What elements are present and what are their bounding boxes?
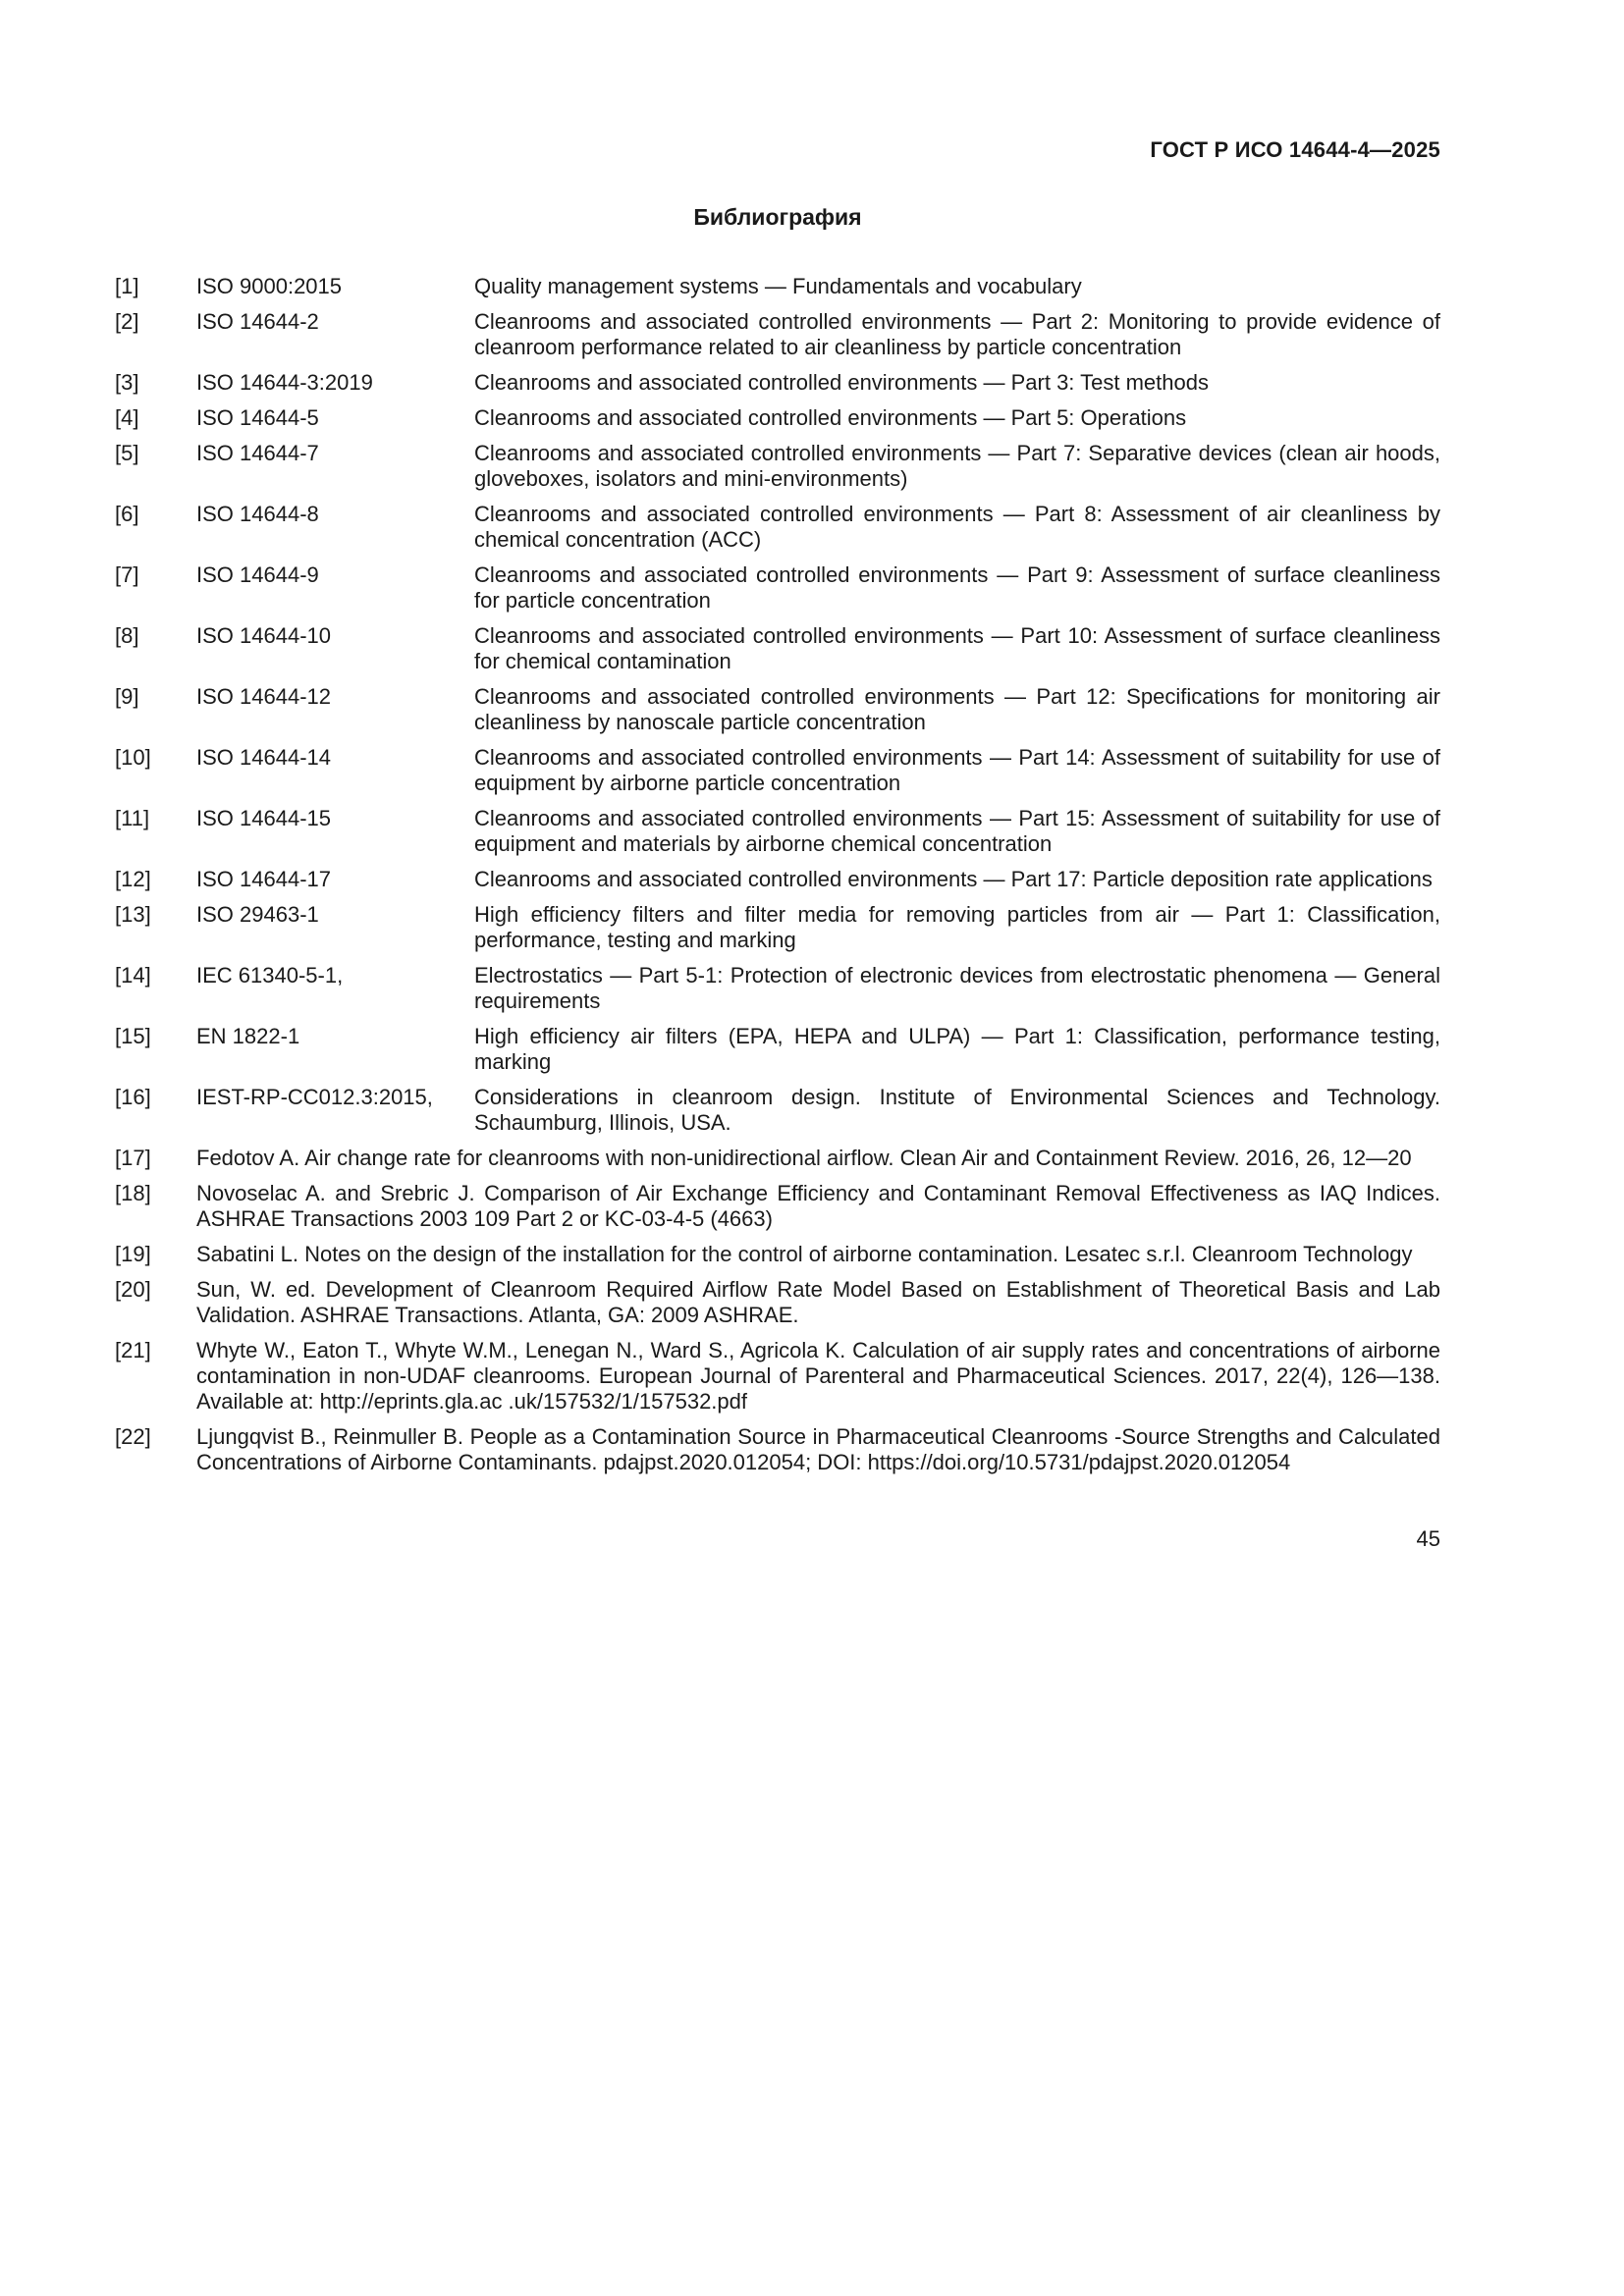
reference-item (115, 867, 1440, 892)
page-number: 45 (1416, 1526, 1440, 1551)
reference-number: [5] (115, 441, 139, 465)
reference-number: [1] (115, 274, 139, 298)
reference-item (115, 963, 1440, 1014)
reference-id: ISO 14644-8 (196, 502, 319, 526)
reference-number: [11] (115, 806, 150, 830)
reference-item (115, 274, 1440, 299)
reference-number: [13] (115, 902, 151, 927)
reference-text: Considerations in cleanroom design. Institute of Environmental Sciences and Technology. Schaumburg, Illinois, USA. (474, 1085, 1440, 1135)
reference-id: ISO 14644-10 (196, 623, 331, 648)
reference-number: [15] (115, 1024, 151, 1048)
reference-item (115, 684, 1440, 735)
reference-number: [20] (115, 1277, 151, 1302)
reference-item (115, 441, 1440, 492)
document-code-header: ГОСТ Р ИСО 14644-4—2025 (1150, 137, 1440, 162)
reference-item (115, 1277, 1440, 1328)
reference-text: Cleanrooms and associated controlled environments — Part 14: Assessment of suitability for use of equipment by airborne particle concentration (474, 745, 1440, 795)
reference-text: Quality management systems — Fundamentals and vocabulary (474, 274, 1082, 298)
reference-item (115, 1181, 1440, 1232)
reference-number: [9] (115, 684, 139, 709)
reference-item (115, 562, 1440, 614)
reference-number: [3] (115, 370, 139, 395)
reference-text: Cleanrooms and associated controlled environments — Part 9: Assessment of surface cleanliness for particle concentration (474, 562, 1440, 613)
reference-text: High efficiency filters and filter media for removing particles from air — Part 1: Classification, performance, testing and marking (474, 902, 1440, 952)
reference-text: Cleanrooms and associated controlled environments — Part 7: Separative devices (clean air hoods, gloveboxes, isolators and mini-environments) (474, 441, 1440, 491)
reference-text: Ljungqvist B., Reinmuller B. People as a Contamination Source in Pharmaceutical Cleanrooms -Source Strengths and Calculated Concentrations of Airborne Contaminants. pdajpst.2020.012054; DOI: https://doi.org/10.5731/pdajpst.2020.012054 (196, 1424, 1440, 1474)
reference-id: IEC 61340-5-1, (196, 963, 344, 988)
reference-id: ISO 14644-2 (196, 309, 319, 334)
reference-id: ISO 29463-1 (196, 902, 319, 927)
reference-id: ISO 14644-14 (196, 745, 331, 770)
reference-item (115, 902, 1440, 953)
reference-id: ISO 14644-3:2019 (196, 370, 373, 395)
reference-item (115, 1242, 1440, 1267)
reference-number: [18] (115, 1181, 151, 1205)
reference-text: Cleanrooms and associated controlled environments — Part 17: Particle deposition rate applications (474, 867, 1433, 891)
reference-id: ISO 14644-17 (196, 867, 331, 891)
reference-number: [14] (115, 963, 151, 988)
reference-item (115, 502, 1440, 553)
reference-item (115, 1146, 1440, 1171)
reference-number: [4] (115, 405, 139, 430)
reference-id: ISO 14644-5 (196, 405, 319, 430)
reference-item (115, 405, 1440, 431)
reference-number: [12] (115, 867, 151, 891)
reference-text: Electrostatics — Part 5-1: Protection of electronic devices from electrostatic phenomena — General requirements (474, 963, 1440, 1013)
reference-item (115, 1338, 1440, 1415)
reference-text: Cleanrooms and associated controlled environments — Part 2: Monitoring to provide evidence of cleanroom performance related to air cleanliness by particle concentration (474, 309, 1440, 359)
reference-id: ISO 9000:2015 (196, 274, 343, 298)
reference-text: Cleanrooms and associated controlled environments — Part 10: Assessment of surface cleanliness for chemical contamination (474, 623, 1440, 673)
reference-id: EN 1822-1 (196, 1024, 300, 1048)
reference-item (115, 623, 1440, 674)
reference-id: IEST-RP-CC012.3:2015, (196, 1085, 433, 1109)
reference-text: Cleanrooms and associated controlled environments — Part 15: Assessment of suitability for use of equipment and materials by airborne chemical concentration (474, 806, 1440, 856)
reference-number: [10] (115, 745, 151, 770)
reference-text: Novoselac A. and Srebric J. Comparison of Air Exchange Efficiency and Contaminant Removal Effectiveness as IAQ Indices. ASHRAE Transactions 2003 109 Part 2 or KC-03-4-5 (4663) (196, 1181, 1440, 1231)
reference-number: [22] (115, 1424, 151, 1449)
reference-item (115, 1085, 1440, 1136)
reference-item (115, 806, 1440, 857)
reference-number: [6] (115, 502, 139, 526)
reference-text: Sun, W. ed. Development of Cleanroom Required Airflow Rate Model Based on Establishment of Theoretical Basis and Lab Validation. ASHRAE Transactions. Atlanta, GA: 2009 ASHRAE. (196, 1277, 1440, 1327)
bibliography-list (115, 274, 1440, 1475)
reference-number: [21] (115, 1338, 151, 1362)
reference-item (115, 1424, 1440, 1475)
reference-id: ISO 14644-9 (196, 562, 319, 587)
reference-item (115, 370, 1440, 396)
reference-text: High efficiency air filters (EPA, HEPA and ULPA) — Part 1: Classification, performance testing, marking (474, 1024, 1440, 1074)
reference-id: ISO 14644-7 (196, 441, 319, 465)
reference-text: Whyte W., Eaton T., Whyte W.M., Lenegan N., Ward S., Agricola K. Calculation of air supply rates and concentrations of airborne contamination in non-UDAF cleanrooms. European Journal of Parenteral and Pharmaceutical Sciences. 2017, 22(4), 126—138. Available at: http://eprints.gla.ac .uk/157532/1/157532.pdf (196, 1338, 1440, 1414)
reference-id: ISO 14644-15 (196, 806, 331, 830)
reference-item (115, 309, 1440, 360)
reference-number: [19] (115, 1242, 151, 1266)
reference-number: [17] (115, 1146, 151, 1170)
reference-item (115, 1024, 1440, 1075)
reference-number: [2] (115, 309, 139, 334)
reference-text: Cleanrooms and associated controlled environments — Part 12: Specifications for monitoring air cleanliness by nanoscale particle concentration (474, 684, 1440, 734)
reference-text: Cleanrooms and associated controlled environments — Part 5: Operations (474, 405, 1187, 430)
reference-id: ISO 14644-12 (196, 684, 331, 709)
reference-text: Cleanrooms and associated controlled environments — Part 3: Test methods (474, 370, 1209, 395)
reference-item (115, 745, 1440, 796)
reference-number: [7] (115, 562, 139, 587)
reference-text: Sabatini L. Notes on the design of the installation for the control of airborne contamination. Lesatec s.r.l. Cleanroom Technology (196, 1242, 1413, 1266)
reference-number: [8] (115, 623, 139, 648)
reference-text: Cleanrooms and associated controlled environments — Part 8: Assessment of air cleanliness by chemical concentration (ACC) (474, 502, 1440, 552)
reference-text: Fedotov A. Air change rate for cleanrooms with non-unidirectional airflow. Clean Air and Containment Review. 2016, 26, 12—20 (196, 1146, 1412, 1170)
page-title: Библиография (693, 204, 862, 230)
reference-number: [16] (115, 1085, 151, 1109)
